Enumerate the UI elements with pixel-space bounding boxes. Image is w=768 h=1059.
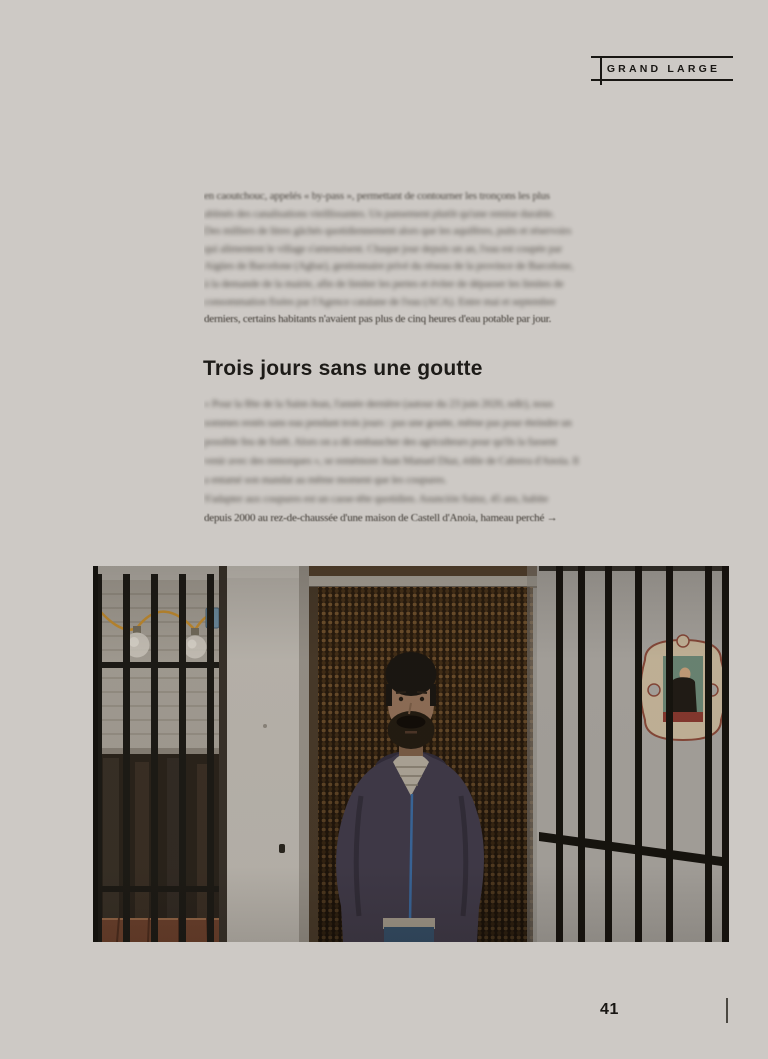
text-line: à la demande de la mairie, afin de limiter les pertes et éviter de dépasser les limites de (204, 277, 564, 290)
text-line: S'adapter aux coupures est un casse-tête quotidien. Asunción Sainz, 45 ans, habite (204, 493, 549, 505)
footer-rule (726, 998, 728, 1023)
text-line: « Pour la fête de la Saint-Jean, l'année dernière (autour du 23 juin 2020, ndlr), nous (204, 398, 553, 410)
text-line: Des milliers de litres gâchés quotidiennement alors que les aquifères, puits et réservoirs (204, 225, 572, 238)
article-photo (93, 566, 729, 942)
text-line: qui alimentent le village s'amenuisent. Chaque jour depuis un an, l'eau est coupée par (204, 242, 562, 255)
text-line: Aigües de Barcelone (Agbar), gestionnaire privé du réseau de la province de Barcelone, (204, 260, 574, 273)
text-line: possible feu de forêt. Alors on a dû embaucher des agriculteurs pour qu'ils la fassent (204, 436, 557, 448)
badge-tick-rule (600, 56, 602, 85)
text-line: a entamé son mandat au même moment que les coupures. (204, 474, 447, 486)
text-line: sommes restés sans eau pendant trois jours : pas une goutte, même pas pour éteindre un (204, 417, 572, 429)
article-paragraph-2 (204, 395, 623, 528)
page-number: 41 (600, 1001, 619, 1018)
article-paragraph-1 (204, 188, 623, 329)
section-heading: Trois jours sans une goutte (203, 357, 483, 380)
text-line: depuis 2000 au rez-de-chaussée d'une maison de Castell d'Anoia, hameau perché → (204, 512, 558, 524)
section-badge-label: GRAND LARGE (606, 62, 721, 75)
text-line: en caoutchouc, appelés « by-pass », permettant de contourner les tronçons les plus (204, 190, 550, 202)
text-line: consommation fixées par l'Agence catalane de l'eau (ACA). Entre mai et septembre (204, 295, 556, 308)
text-line: venir avec des remorques », se remémore Juan Manuel Díaz, édile de Cabrera d'Anoia. Il (204, 455, 579, 467)
text-line: derniers, certains habitants n'avaient pas plus de cinq heures d'eau potable par jour. (204, 313, 552, 326)
text-line: abîmés des canalisations vieillissantes. Un pansement plutôt qu'une remise durable. (204, 207, 555, 220)
section-badge (591, 56, 733, 81)
